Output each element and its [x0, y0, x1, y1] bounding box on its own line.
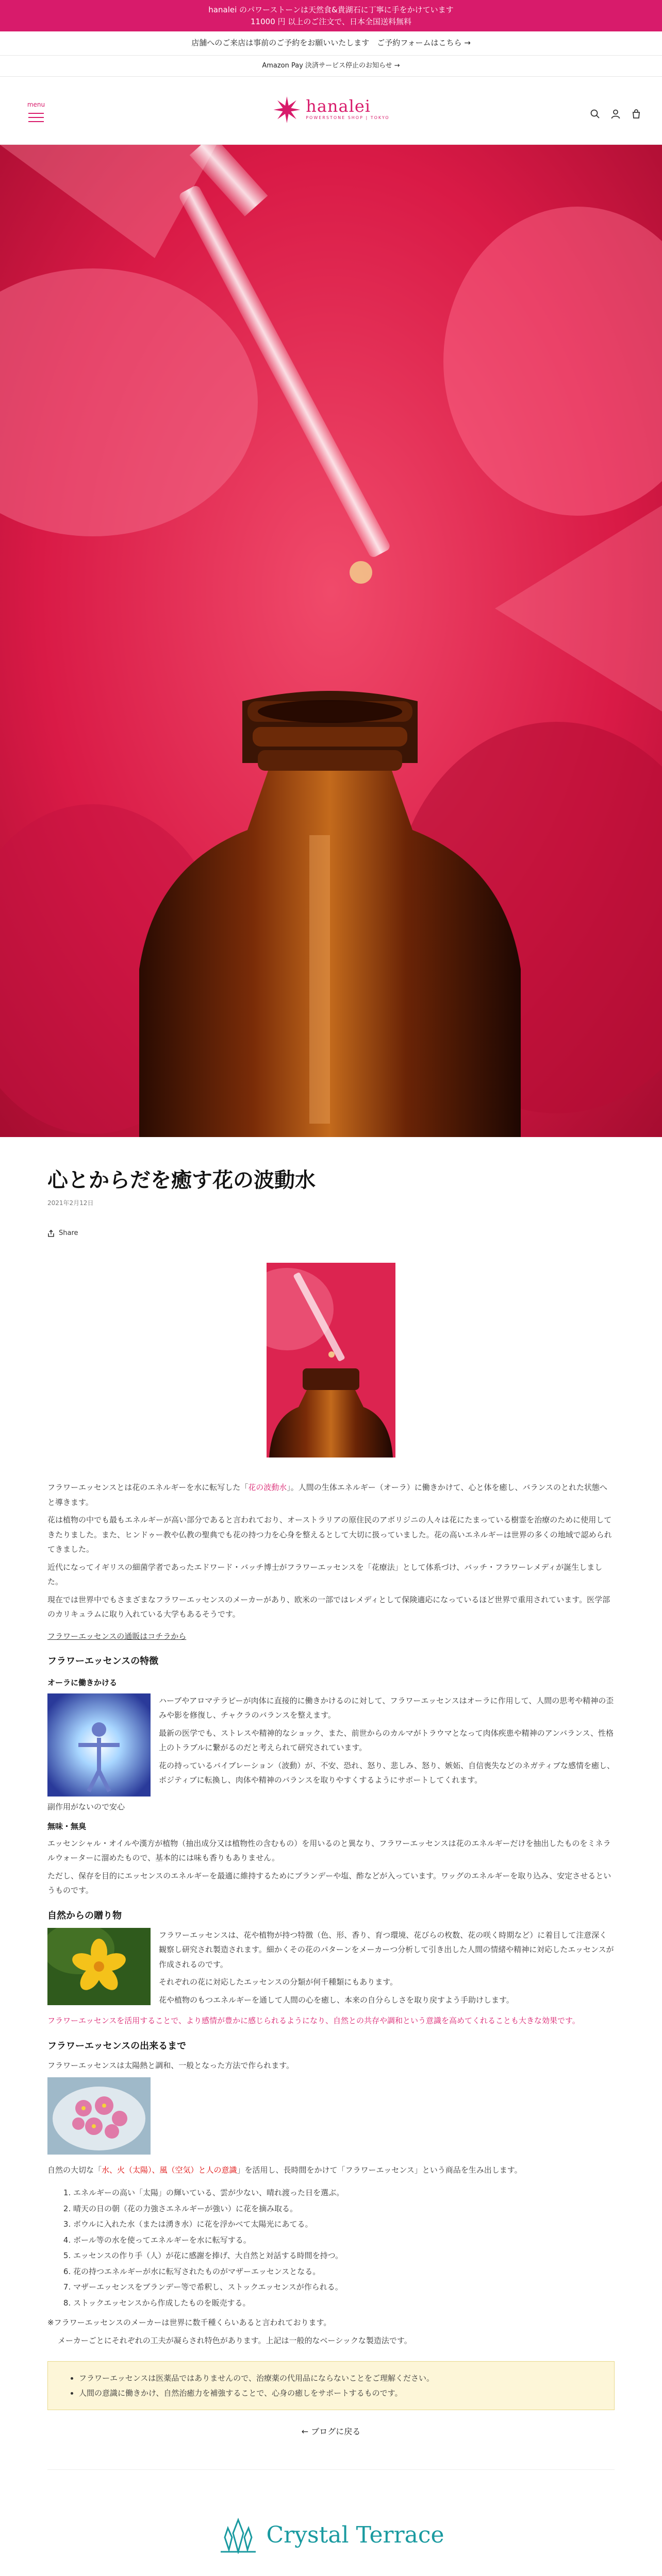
history-paragraph: 花は植物の中でも最もエネルギーが高い部分であると言われており、オーストラリアの原住民のアボリジニの人々は花にたまっている樹霊を治療のために使用してきたりました。また、ヒンドゥー教や仏教の聖典でも花の持つ力を心身を整えるとして大切に扱っていました。花の高いエネルギーは世界の多くの地域で認められてきました。 — [47, 1515, 612, 1554]
modern-paragraph: 現在では世界中でもさまざまなフラワーエッセンスのメーカーがあり、欧米の一部ではレメディとして保険適応になっているほど世界で重用されています。医学部のカリキュラムに取り入れている大学もあるそうです。 — [47, 1595, 610, 1619]
cart-icon[interactable] — [631, 109, 641, 119]
making-detail-highlight: 水、火（太陽）、風（空気）と人の意識 — [102, 2165, 237, 2175]
making-heading: フラワーエッセンスの出来るまで — [47, 2040, 187, 2052]
flower-logo-icon — [272, 95, 301, 124]
article-featured-image — [267, 1263, 395, 1458]
making-step: 5. エッセンスの作り手（人）が花に感謝を捧げ、大自然と対話する時間を持つ。 — [73, 2248, 615, 2263]
hero-image — [0, 145, 662, 1137]
making-step: 3. ボウルに入れた水（または湧き水）に花を浮かべて太陽光にあてる。 — [73, 2217, 615, 2232]
benefit-note: フラワーエッセンスを活用することで、より感情が豊かに感じられるようになり、自然との共存や調和という意識を高めてくれることも大きな効果です。 — [47, 2016, 580, 2026]
share-icon — [47, 1230, 55, 1237]
site-logo[interactable] — [272, 95, 389, 124]
making-step: 2. 晴天の日の朝（花の力強さエネルギーが強い）に花を摘み取る。 — [73, 2201, 615, 2216]
announcement-bar — [0, 0, 662, 31]
disclaimer-item: • フラワーエッセンスは医薬品ではありませんので、治療薬の代用品にならないことをご理解ください。 — [79, 2371, 593, 2386]
flower-bowl-image — [47, 2077, 615, 2155]
search-icon[interactable] — [590, 109, 600, 119]
making-step: 4. ボール等の水を使ってエネルギーを水に転写する。 — [73, 2233, 615, 2248]
making-intro: フラワーエッセンスは太陽熱と調和、一般となった方法で作られます。 — [47, 2061, 294, 2071]
aura-paragraph-3: 花の持っているバイブレーション（波動）が、不安、恐れ、怒り、悲しみ、怒り、嫉妬、自信喪失などのネガティブな感情を癒し、ポジティブに転換し、肉体や精神のバランスを取りやすくするようにサポートしてくれます。 — [159, 1760, 615, 1785]
menu-button[interactable] — [26, 99, 46, 125]
hamburger-icon — [26, 113, 46, 122]
crystal-terrace-section — [0, 2470, 662, 2576]
making-detail-a: 自然の大切な「 — [47, 2165, 102, 2175]
making-detail — [47, 2163, 615, 2178]
crystal-icon — [218, 2518, 259, 2554]
safe-heading: 無味・無臭 — [47, 1822, 87, 1832]
making-detail-c: 」を活用し、長時間をかけて「フラワーエッセンス」という商品を生み出します。 — [237, 2165, 522, 2175]
intro-highlight: 花の波動水 — [248, 1483, 287, 1493]
aura-paragraph-1: ハーブやアロマテラピーが肉体に直接的に働きかけるのに対して、フラワーエッセンスはオーラに作用して、人間の思考や精神の歪みや影を修復し、チャクラのバランスを整えます。 — [159, 1696, 614, 1720]
steps-note-1: ※フラワーエッセンスのメーカーは世界に数千種くらいあると言われております。 — [47, 2318, 332, 2328]
article-date: 2021年2月12日 — [47, 1199, 94, 1207]
making-step: 7. マザーエッセンスをブランデー等で希釈し、ストックエッセンスが作られる。 — [73, 2280, 615, 2295]
making-step: 1. エネルギーの高い「太陽」の輝いている、雲が少ない、晴れ渡った日を選ぶ。 — [73, 2185, 615, 2200]
crystal-terrace-name: Crystal Terrace — [266, 2522, 444, 2549]
aura-image-caption: 副作用がないので安心 — [47, 1802, 125, 1811]
making-step: 8. ストックエッセンスから作成したものを販売する。 — [73, 2296, 615, 2311]
aura-paragraph-2: 最新の医学でも、ストレスや精神的なショック、また、前世からのカルマがトラウマとなって肉体疾患や精神のアンバランス、性格上のトラブルに繋がるのだと考えられて研究されています。 — [159, 1728, 614, 1753]
nature-heading: 自然からの贈り物 — [47, 1910, 122, 1921]
article-title: 心とからだを癒す花の波動水 — [47, 1168, 316, 1192]
disclaimer-item: • 人間の意識に働きかけ、自然治癒力を補強することで、心身の癒しをサポートするものです。 — [79, 2386, 593, 2401]
blog-article — [47, 1137, 615, 2470]
safe-paragraph-1: エッセンシャル・オイルや漢方が植物（抽出成分又は植物性の含むもの）を用いるのと異なり、フラワーエッセンスは花のエネルギーだけを抽出したものをミネラルウォーターに溜めたもので、基本的には味も香りもありません。 — [47, 1838, 611, 1863]
nature-paragraph-2: それぞれの花に対応したエッセンスの分類が何千種類にもあります。 — [159, 1977, 398, 1987]
intro-paragraph — [47, 1480, 615, 1510]
announcement-line-1: hanalei のパワーストーンは天然食&貴湖石に丁寧に手をかけています — [208, 5, 454, 14]
bach-paragraph: 近代になってイギリスの細菌学者であったエドワード・バッチ博士がフラワーエッセンスを「花療法」として体系づけ、バッチ・フラワーレメディが誕生しました。 — [47, 1562, 603, 1587]
announcement-line-2: 11000 円 以上のご注文で、日本全国送料無料 — [251, 16, 411, 26]
making-steps-list — [73, 2185, 615, 2310]
intro-text-c: 」。人間の生体エネルギー（オーラ）に働きかけて、心と体を癒し、バランスのとれた状態へと導きます。 — [47, 1483, 608, 1507]
service-notice-link[interactable]: Amazon Pay 決済サービス停止のお知らせ → — [0, 56, 662, 77]
aura-heading: オーラに働きかける — [47, 1678, 118, 1688]
share-button[interactable] — [47, 1228, 615, 1239]
yellow-flower-image — [47, 1928, 151, 2005]
site-header — [0, 77, 662, 145]
safe-paragraph-2: ただし、保存を目的にエッセンスのエネルギーを最適に維持するためにブランデーや塩、酢などが入っています。ワッグのエネルギーを取り込み、安定させるというものです。 — [47, 1871, 611, 1895]
intro-text-a: フラワーエッセンスとは花のエネルギーを水に転写した「 — [47, 1483, 249, 1493]
account-icon[interactable] — [610, 109, 621, 119]
share-label: Share — [59, 1229, 78, 1237]
crystal-terrace-logo[interactable] — [218, 2516, 444, 2555]
steps-note-2: メーカーごとにそれぞれの工夫が凝らされ特色があります。上記は一般的なベーシックな製造法です。 — [58, 2335, 412, 2345]
nature-paragraph-3: 花や植物のもつエネルギーを通して人間の心を癒し、本来の自分らしさを取り戻すよう手助けします。 — [159, 1995, 514, 2005]
aura-image — [47, 1693, 151, 1797]
store-visit-notice-link[interactable]: 店舗へのご来店は事前のご予約をお願いいたします ご予約フォームはこちら → — [0, 31, 662, 56]
brand-subtitle: POWERSTONE SHOP | TOKYO — [306, 115, 390, 120]
features-heading: フラワーエッセンスの特徴 — [47, 1656, 159, 1667]
shop-essence-link[interactable]: フラワーエッセンスの通販はコチラから — [47, 1631, 187, 1641]
back-to-blog-link[interactable]: ← ブログに戻る — [301, 2427, 361, 2437]
brand-name: hanalei — [306, 96, 371, 116]
making-step: 6. 花の持つエネルギーが水に転写されたものがマザーエッセンスとなる。 — [73, 2264, 615, 2279]
menu-label: menu — [27, 100, 45, 108]
disclaimer-box — [47, 2361, 615, 2410]
nature-paragraph-1: フラワーエッセンスは、花や植物が持つ特徴（色、形、香り、育つ環境、花びらの枚数、花の咲く時期など）に着目して注意深く観察し研究され製造されます。細かくその花のパターンをメーカーつ分析して引き出した人間の情緒や精神に対応したエッセンスが作成されるのです。 — [159, 1930, 614, 1969]
